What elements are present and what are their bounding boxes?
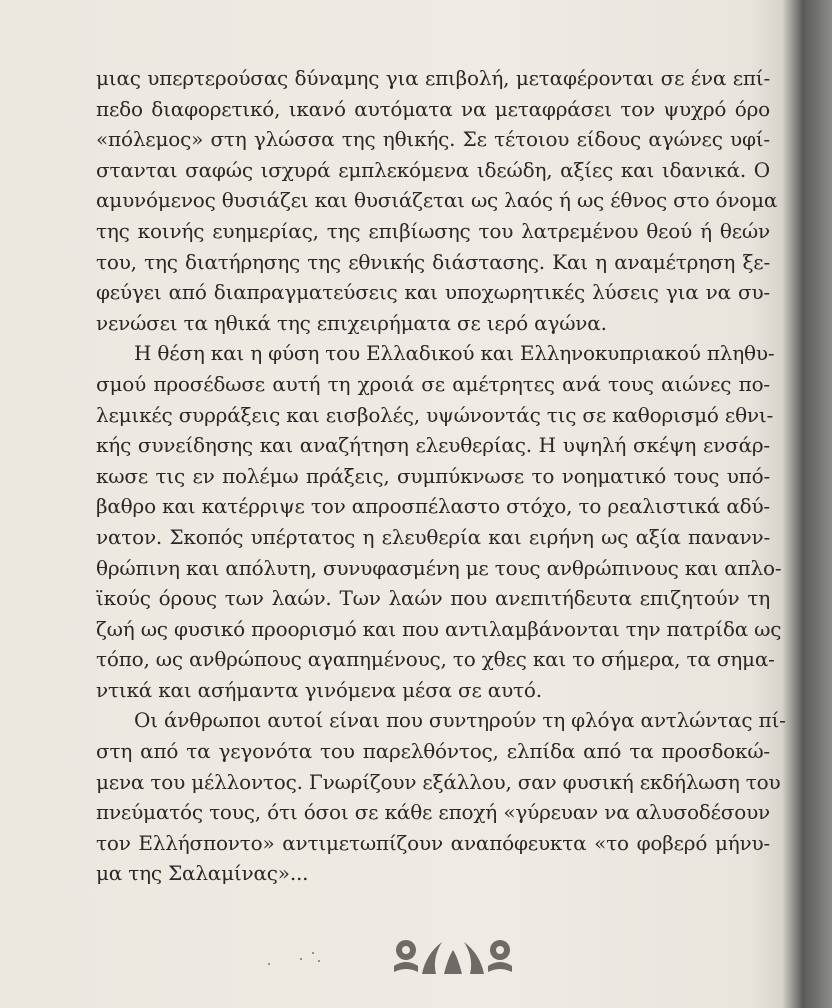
floral-ornament-icon (392, 936, 514, 978)
text-line: κής συνείδησης και αναζήτηση ελευθερίας. Η υψηλή σκέψη ενσάρ- (96, 433, 770, 458)
text-line: του, της διατήρησης της εθνικής διάστασης. Και η αναμέτρηση ξε- (96, 249, 770, 274)
page-body-text (96, 63, 786, 889)
text-line: στανται σαφώς ισχυρά εμπλεκόμενα ιδεώδη, αξίες και ιδανικά. Ο (96, 157, 770, 182)
text-line: ϊκούς όρους των λαών. Των λαών που ανεπιτήδευτα επιζητούν τη (96, 586, 770, 611)
text-line: σμού προσέδωσε αυτή τη χροιά σε αμέτρητες ανά τους αιώνες πο- (96, 371, 770, 396)
paragraph-1 (96, 63, 778, 338)
text-line: στη από τα γεγονότα του παρελθόντος, ελπίδα από τα προσδοκώ- (96, 739, 770, 764)
text-line: τόπο, ως ανθρώπους αγαπημένους, το χθες και το σήμερα, τα σημα- (96, 647, 775, 672)
text-line: μα της Σαλαμίνας»... (96, 861, 309, 886)
text-line: φεύγει από διαπραγματεύσεις και υποχωρητικές λύσεις για να συ- (96, 280, 770, 305)
text-line: νατον. Σκοπός υπέρτατος η ελευθερία και ειρήνη ως αξία πανανν- (96, 524, 770, 549)
text-line: μιας υπερτερούσας δύναμης για επιβολή, μεταφέρονται σε ένα επί- (96, 66, 770, 90)
scan-speck (312, 952, 314, 954)
text-line: λεμικές συρράξεις και εισβολές, υψώνοντάς τις σε καθορισμό εθνι- (96, 402, 774, 427)
text-line: τον Ελλήσποντο» αντιμετωπίζουν αναπόφευκτα «το φοβερό μήνυ- (96, 830, 770, 855)
text-line: «πόλεμος» στη γλώσσα της ηθικής. Σε τέτοιου είδους αγώνες υφί- (96, 127, 770, 152)
text-line: αμυνόμενος θυσιάζει και θυσιάζεται ως λαός ή ως έθνος στο όνομα (96, 188, 778, 213)
text-line: ντικά και ασήμαντα γινόμενα μέσα σε αυτό. (96, 677, 542, 702)
text-line: Η θέση και η φύση του Ελλαδικού και Ελληνοκυπριακού πληθυ- (134, 341, 775, 366)
paragraph-3 (96, 705, 786, 889)
scan-speck (300, 958, 302, 960)
text-line: κωσε τις εν πολέμω πράξεις, συμπύκνωσε το νοηματικό τους υπό- (96, 463, 770, 488)
paragraph-2 (96, 338, 782, 705)
text-line: νενώσει τα ηθικά της επιχειρήματα σε ιερό αγώνα. (96, 310, 607, 335)
text-line: μενα του μέλλοντος. Γνωρίζουν εξάλλου, σαν φυσική εκδήλωση του (96, 769, 781, 794)
scan-speck (268, 963, 270, 965)
text-line: της κοινής ευημερίας, της επιβίωσης του λατρεμένου θεού ή θεών (96, 218, 770, 243)
text-line: Οι άνθρωποι αυτοί είναι που συντηρούν τη φλόγα αντλώντας πί- (134, 708, 786, 733)
text-line: πνεύματός τους, ότι όσοι σε κάθε εποχή «γύρευαν να αλυσοδέσουν (96, 800, 770, 825)
text-line: βαθρο και κατέρριψε τον απροσπέλαστο στόχο, το ρεαλιστικά αδύ- (96, 494, 770, 519)
text-line: θρώπινη και απόλυτη, συνυφασμένη με τους ανθρώπινους και απλο- (96, 555, 782, 580)
text-line: ζωή ως φυσικό προορισμό και που αντιλαμβάνονται την πατρίδα ως (96, 616, 782, 641)
scan-speck (318, 960, 320, 962)
text-line: πεδο διαφορετικό, ικανό αυτόματα να μεταφράσει τον ψυχρό όρο (96, 96, 770, 121)
